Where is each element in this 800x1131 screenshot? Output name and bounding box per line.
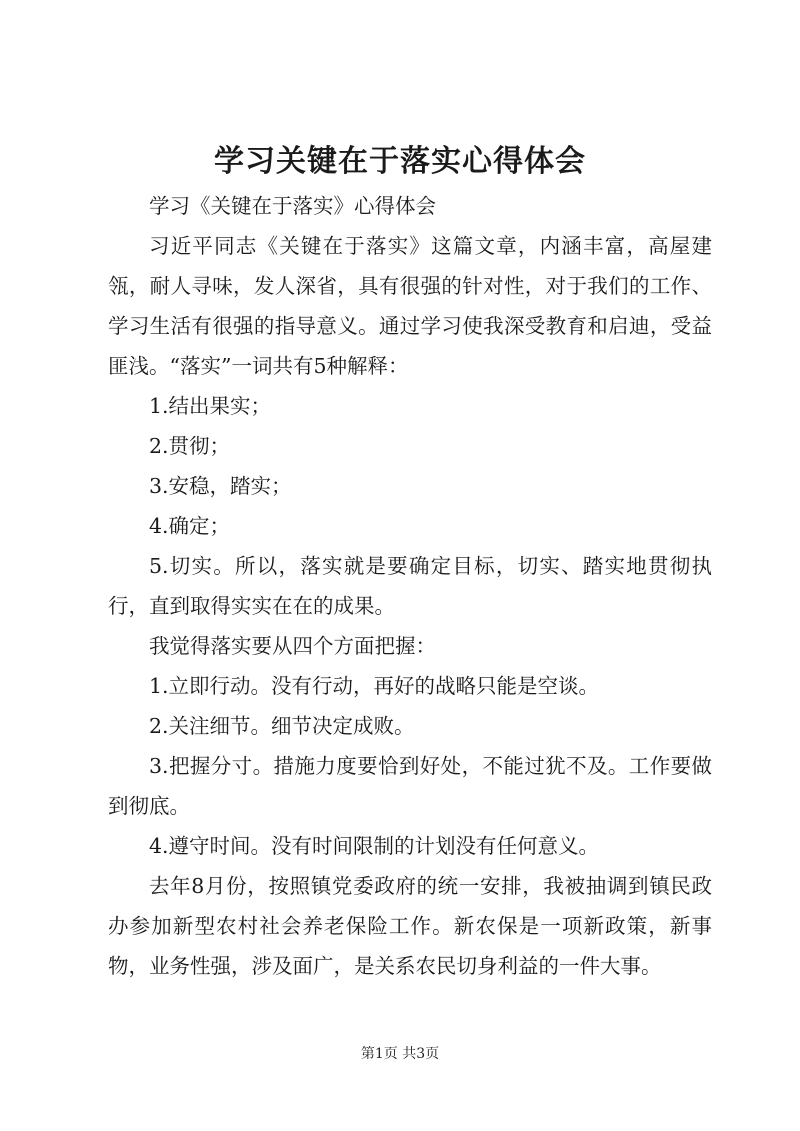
list-item-meaning-2: 2.贯彻； [149,434,231,458]
paragraph-experience: 去年8月份，按照镇党委政府的统一安排，我被抽调到镇民政办参加新型农村社会养老保险工作。新农保是一项新政策，新事物，业务性强，涉及面广，是关系农民切身利益的一件大事。 [108,874,712,978]
list-item-meaning-1: 1.结出果实； [149,394,272,418]
list-item-aspect-4: 4.遵守时间。没有时间限制的计划没有任何意义。 [149,834,600,858]
list-item-aspect-1: 1.立即行动。没有行动，再好的战略只能是空谈。 [149,674,600,698]
paragraph-intro: 习近平同志《关键在于落实》这篇文章，内涵丰富，高屋建瓴，耐人寻味，发人深省，具有很强的针对性，对于我们的工作、学习生活有很强的指导意义。通过学习使我深受教育和启迪，受益匪浅。“落实”一词共有5种解释： [108,234,712,378]
paragraph-subtitle: 学习《关键在于落实》心得体会 [149,194,436,218]
list-item-meaning-3: 3.安稳，踏实； [149,474,292,498]
list-item-aspect-2: 2.关注细节。细节决定成败。 [149,714,415,738]
document-title: 学习关键在于落实心得体会 [214,144,586,179]
page-footer: 第1页 共3页 [360,1046,440,1062]
document-body [108,186,712,986]
paragraph-four-aspects: 我觉得落实要从四个方面把握： [149,634,436,658]
list-item-aspect-3: 3.把握分寸。措施力度要恰到好处，不能过犹不及。工作要做到彻底。 [108,754,712,818]
list-item-meaning-4: 4.确定； [149,514,231,538]
list-item-meaning-5: 5.切实。所以，落实就是要确定目标，切实、踏实地贯彻执行，直到取得实实在在的成果。 [108,554,712,618]
